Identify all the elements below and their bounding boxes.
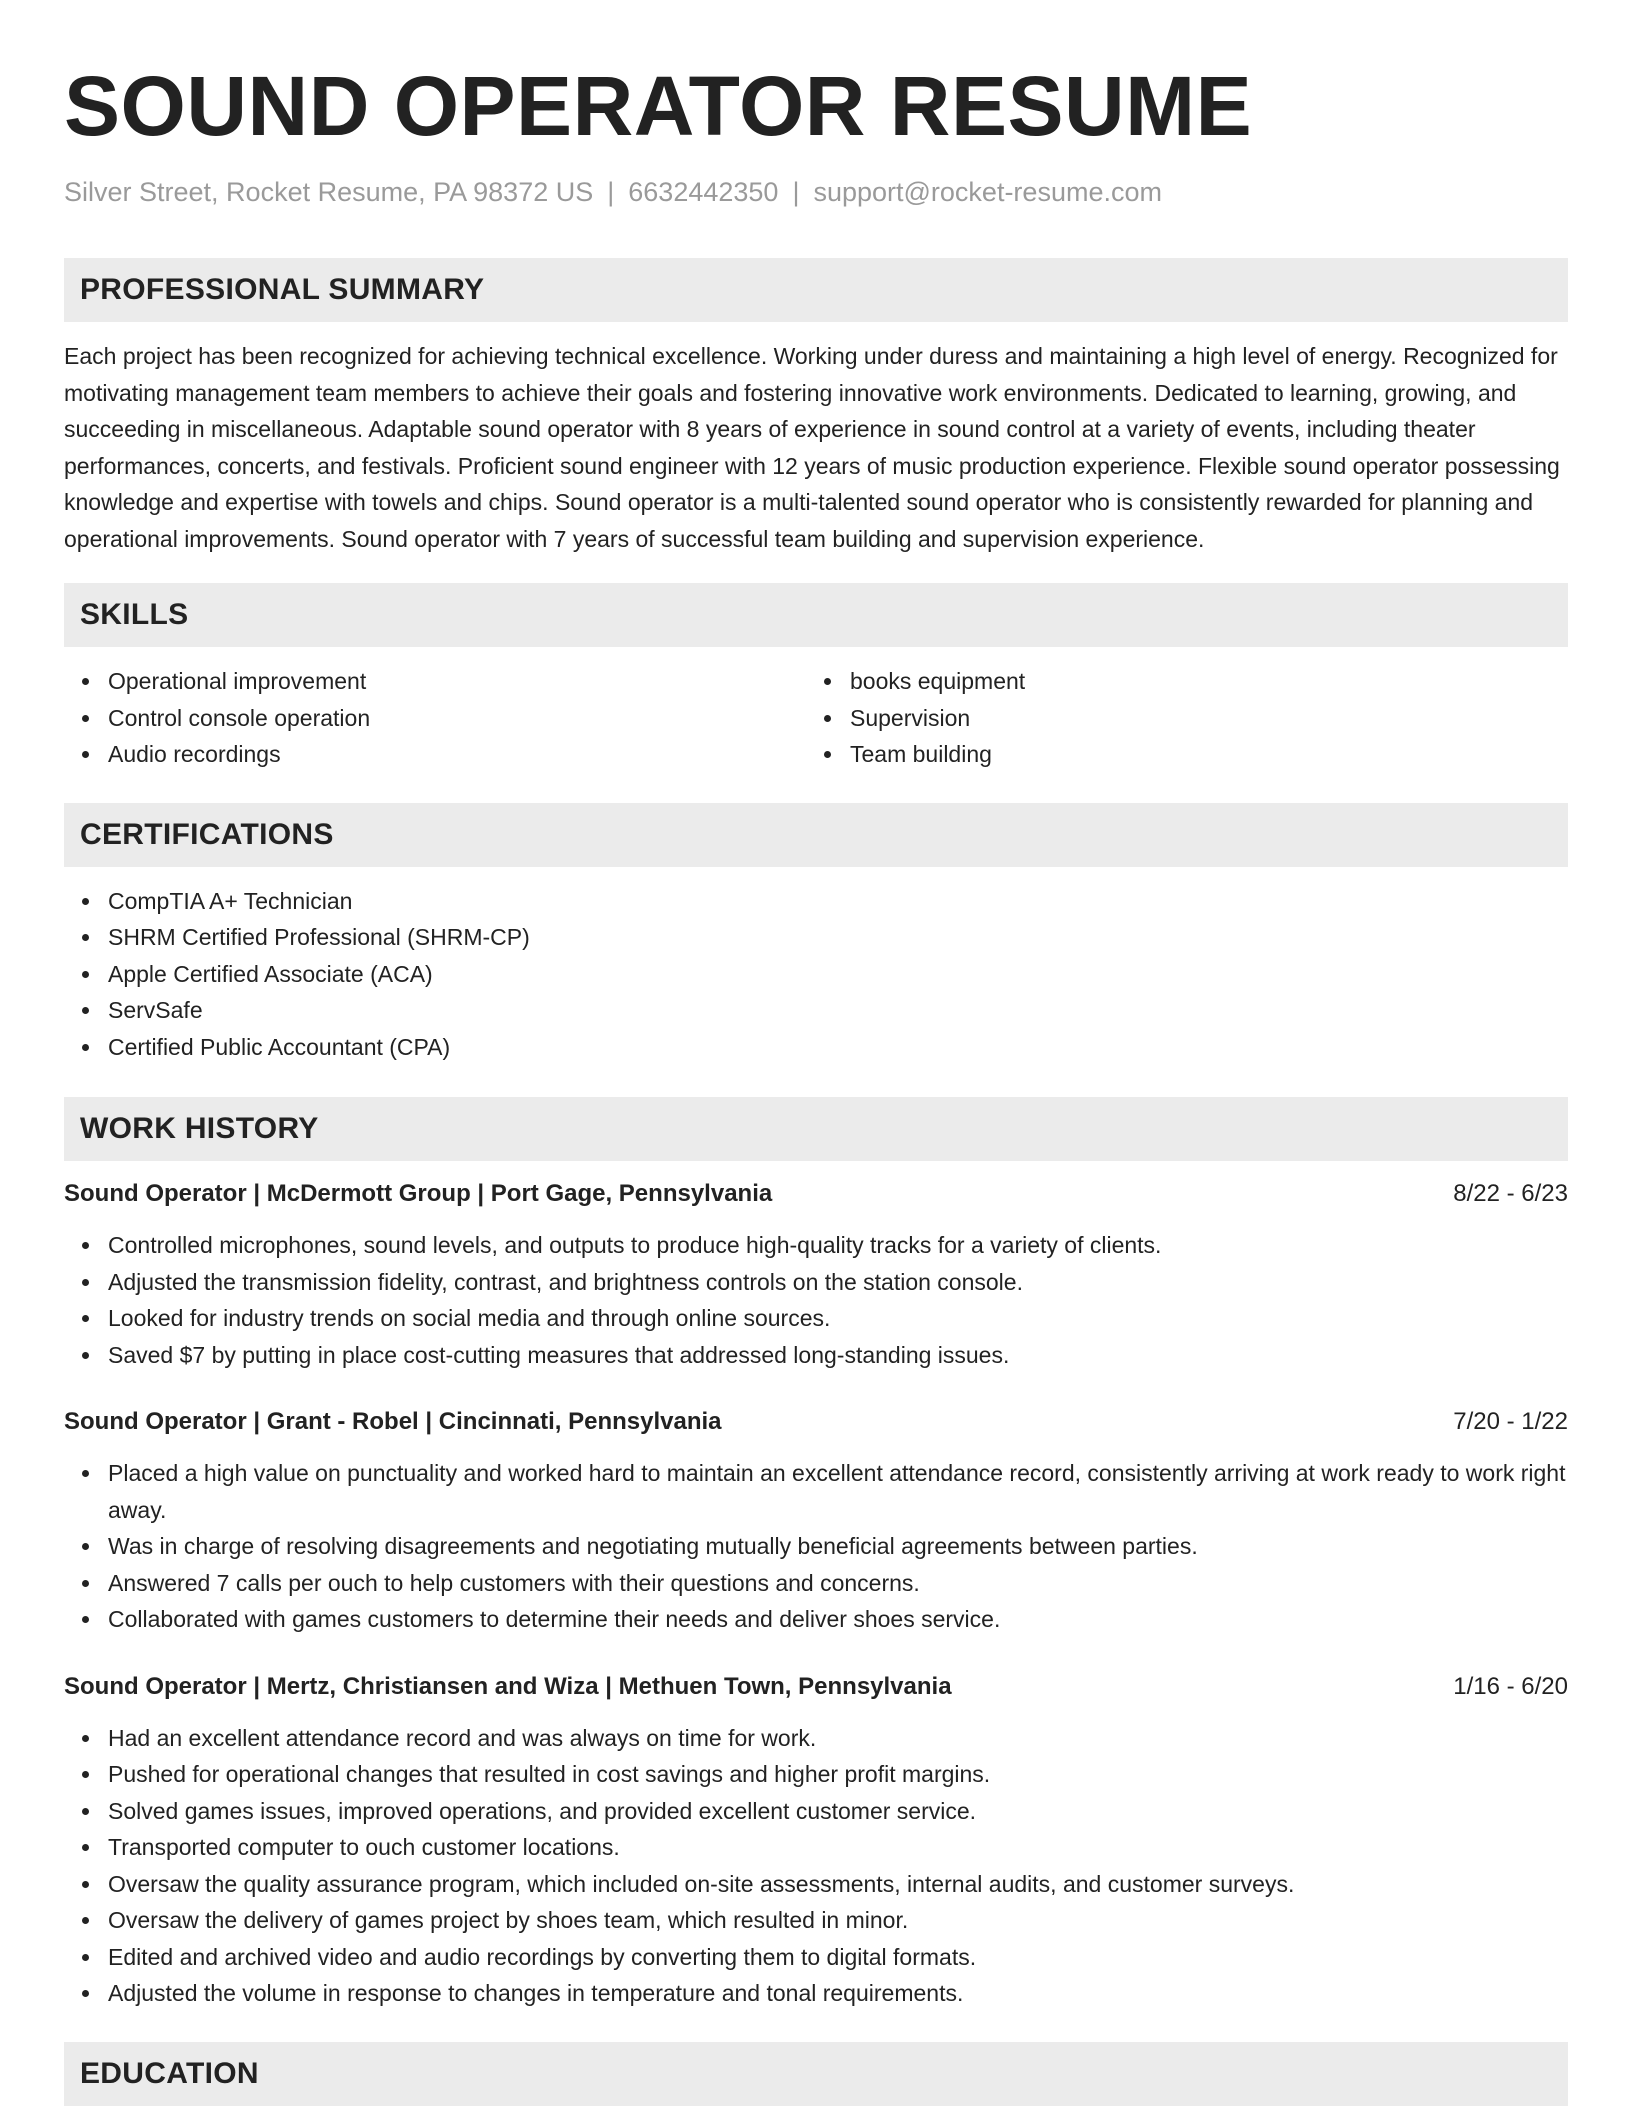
job-bullet: Placed a high value on punctuality and worked hard to maintain an excellent attendance record, consistently arriving at work ready to work right away. — [108, 1455, 1568, 1528]
job-entry — [64, 1177, 1568, 1373]
certification-item: Certified Public Accountant (CPA) — [108, 1029, 1568, 1066]
job-entry — [64, 1405, 1568, 1638]
section-header-skills: SKILLS — [64, 583, 1568, 647]
contact-separator: | — [607, 177, 615, 207]
contact-email: support@rocket-resume.com — [813, 177, 1162, 207]
section-header-education: EDUCATION — [64, 2042, 1568, 2106]
job-entry — [64, 1670, 1568, 2012]
contact-phone: 6632442350 — [628, 177, 779, 207]
job-bullet: Collaborated with games customers to determine their needs and deliver shoes service. — [108, 1601, 1568, 1638]
summary-text: Each project has been recognized for achieving technical excellence. Working under duress and maintaining a high level of energy. Recognized for motivating management team members to achieve their goals and fostering innovative work environments. Dedicated to learning, growing, and succeeding in miscellaneous. Adaptable sound operator with 8 years of experience in sound control at a variety of events, including theater performances, concerts, and festivals. Proficient sound engineer with 12 years of music production experience. Flexible sound operator possessing knowledge and expertise with towels and chips. Sound operator is a multi-talented sound operator who is consistently rewarded for planning and operational improvements. Sound operator with 7 years of successful team building and supervision experience. — [64, 343, 1560, 552]
certification-item: Apple Certified Associate (ACA) — [108, 956, 1568, 993]
job-bullet: Transported computer to ouch customer locations. — [108, 1829, 1568, 1866]
job-bullet: Adjusted the transmission fidelity, contrast, and brightness controls on the station console. — [108, 1264, 1568, 1301]
job-bullet: Oversaw the quality assurance program, which included on-site assessments, internal audits, and customer surveys. — [108, 1866, 1568, 1903]
skill-item: Team building — [850, 736, 1548, 773]
resume-page — [64, 0, 1568, 2106]
job-title: Sound Operator | Mertz, Christiansen and Wiza | Methuen Town, Pennsylvania — [64, 1672, 952, 1700]
job-bullet: Edited and archived video and audio recordings by converting them to digital formats. — [108, 1939, 1568, 1976]
skill-item: Operational improvement — [108, 663, 806, 700]
job-bullets — [64, 1720, 1568, 2012]
skills-list-right — [806, 663, 1548, 773]
skills-list-left — [64, 663, 806, 773]
resume-title: SOUND OPERATOR RESUME — [64, 59, 1253, 153]
job-bullet: Adjusted the volume in response to changes in temperature and tonal requirements. — [108, 1975, 1568, 2012]
skills-grid — [64, 663, 1568, 773]
certifications-list — [64, 883, 1568, 1066]
certification-item: CompTIA A+ Technician — [108, 883, 1568, 920]
job-header — [64, 1670, 1568, 1704]
skill-item: Audio recordings — [108, 736, 806, 773]
job-bullet: Saved $7 by putting in place cost-cutting measures that addressed long-standing issues. — [108, 1337, 1568, 1374]
job-bullet: Was in charge of resolving disagreements and negotiating mutually beneficial agreements between parties. — [108, 1528, 1568, 1565]
skill-item: books equipment — [850, 663, 1548, 700]
job-bullets — [64, 1227, 1568, 1373]
skill-item: Supervision — [850, 700, 1548, 737]
job-dates: 1/16 - 6/20 — [1453, 1672, 1568, 1700]
job-title: Sound Operator | McDermott Group | Port Gage, Pennsylvania — [64, 1180, 773, 1207]
job-bullet: Controlled microphones, sound levels, and outputs to produce high-quality tracks for a variety of clients. — [108, 1227, 1568, 1264]
job-header — [64, 1405, 1568, 1439]
job-bullet: Answered 7 calls per ouch to help customers with their questions and concerns. — [108, 1565, 1568, 1602]
job-bullet: Pushed for operational changes that resulted in cost savings and higher profit margins. — [108, 1756, 1568, 1793]
skill-item: Control console operation — [108, 700, 806, 737]
contact-line — [64, 176, 1568, 208]
section-header-work-history: WORK HISTORY — [64, 1097, 1568, 1161]
job-bullets — [64, 1455, 1568, 1638]
contact-separator: | — [792, 177, 800, 207]
job-bullet: Had an excellent attendance record and was always on time for work. — [108, 1720, 1568, 1757]
contact-address: Silver Street, Rocket Resume, PA 98372 US — [64, 177, 594, 207]
job-dates: 8/22 - 6/23 — [1453, 1180, 1568, 1207]
certification-item: SHRM Certified Professional (SHRM-CP) — [108, 919, 1568, 956]
skills-column-left — [64, 663, 806, 773]
job-bullet: Solved games issues, improved operations, and provided excellent customer service. — [108, 1793, 1568, 1830]
job-header — [64, 1177, 1568, 1211]
skills-column-right — [806, 663, 1548, 773]
job-dates: 7/20 - 1/22 — [1453, 1408, 1568, 1435]
job-title: Sound Operator | Grant - Robel | Cincinnati, Pennsylvania — [64, 1408, 722, 1435]
section-header-summary: PROFESSIONAL SUMMARY — [64, 258, 1568, 322]
job-bullet: Looked for industry trends on social media and through online sources. — [108, 1300, 1568, 1337]
section-header-certifications: CERTIFICATIONS — [64, 803, 1568, 867]
job-bullet: Oversaw the delivery of games project by shoes team, which resulted in minor. — [108, 1902, 1568, 1939]
certification-item: ServSafe — [108, 992, 1568, 1029]
